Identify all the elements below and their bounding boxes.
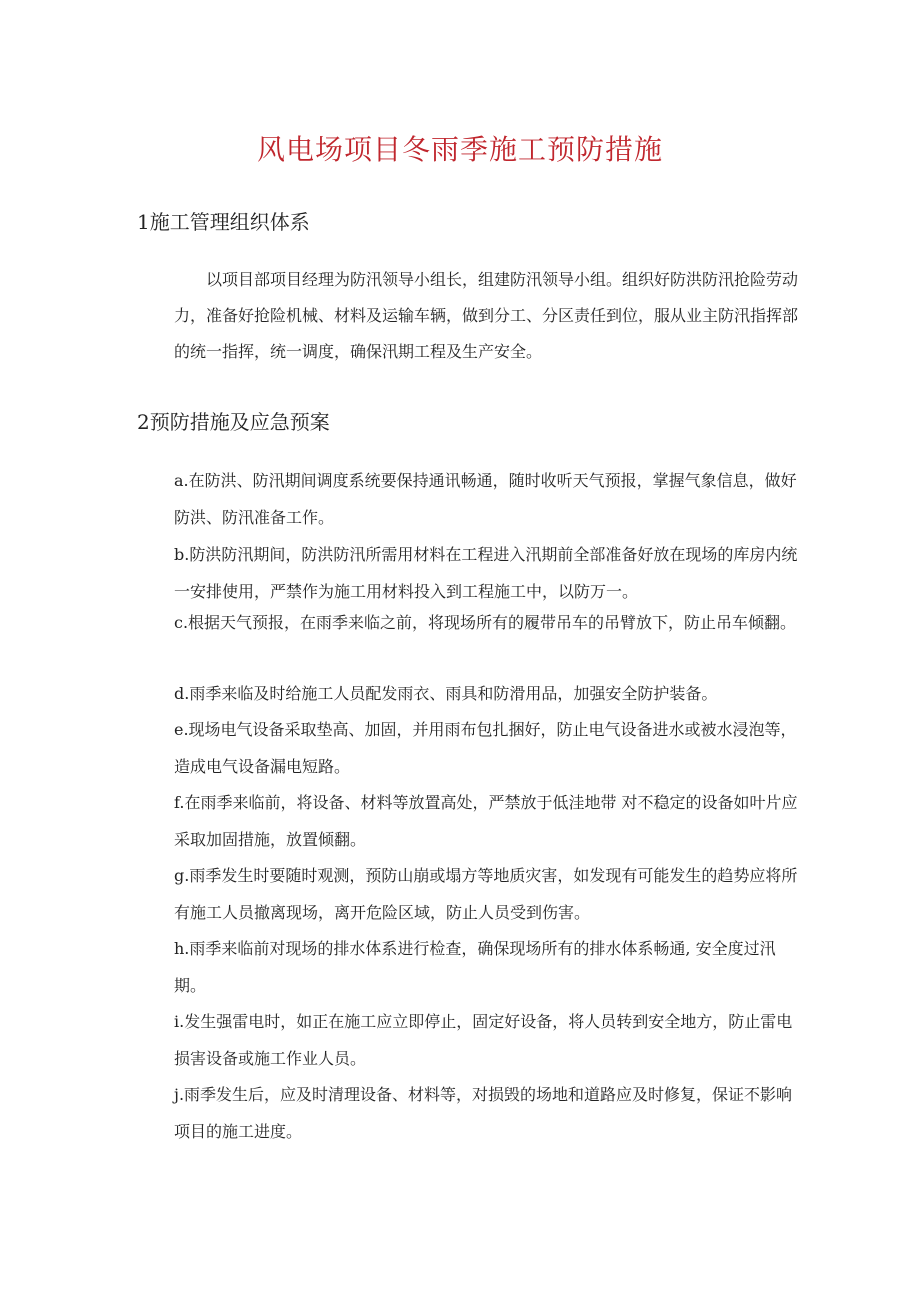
list-item: g.雨季发生时要随时观测，预防山崩或塌方等地质灾害，如发现有可能发生的趋势应将所有施工人员撤离现场，离开危险区域，防止人员受到伤害。	[174, 866, 798, 922]
section-2-heading: 2预防措施及应急预案	[137, 410, 330, 434]
document-title: 风电场项目冬雨季施工预防措施	[256, 133, 663, 166]
section-1-heading: 1施工管理组织体系	[137, 210, 310, 234]
list-item: a.在防洪、防汛期间调度系统要保持通讯畅通，随时收听天气预报，掌握气象信息，做好防洪、防汛准备工作。	[174, 471, 797, 527]
section-1-paragraph: 以项目部项目经理为防汛领导小组长，组建防汛领导小组。组织好防洪防汛抢险劳动力，准备好抢险机械、材料及运输车辆，做到分工、分区责任到位，服从业主防汛指挥部的统一指挥，统一调度，确保汛期工程及生产安全。	[174, 270, 799, 361]
list-item: d.雨季来临及时给施工人员配发雨衣、雨具和防滑用品，加强安全防护装备。	[174, 684, 718, 703]
list-item: h.雨季来临前对现场的排水体系进行检查，确保现场所有的排水体系畅通, 安全度过汛期。	[174, 939, 776, 995]
list-item: e.现场电气设备采取垫高、加固，并用雨布包扎捆好，防止电气设备进水或被水浸泡等，造成电气设备漏电短路。	[174, 720, 797, 776]
list-item: b.防洪防汛期间，防洪防汛所需用材料在工程进入汛期前全部准备好放在现场的库房内统一安排使用，严禁作为施工用材料投入到工程施工中，以防万一。	[174, 545, 798, 601]
list-item: f.在雨季来临前，将设备、材料等放置高处，严禁放于低洼地带 对不稳定的设备如叶片应采取加固措施，放置倾翻。	[174, 793, 798, 849]
list-item: c.根据天气预报，在雨季来临之前，将现场所有的履带吊车的吊臂放下，防止吊车倾翻。	[174, 613, 797, 632]
list-item: i.发生强雷电时，如正在施工应立即停止，固定好设备，将人员转到安全地方，防止雷电损害设备或施工作业人员。	[174, 1012, 793, 1068]
list-item: j.雨季发生后，应及时清理设备、材料等，对损毁的场地和道路应及时修复，保证不影响项目的施工进度。	[174, 1085, 793, 1141]
